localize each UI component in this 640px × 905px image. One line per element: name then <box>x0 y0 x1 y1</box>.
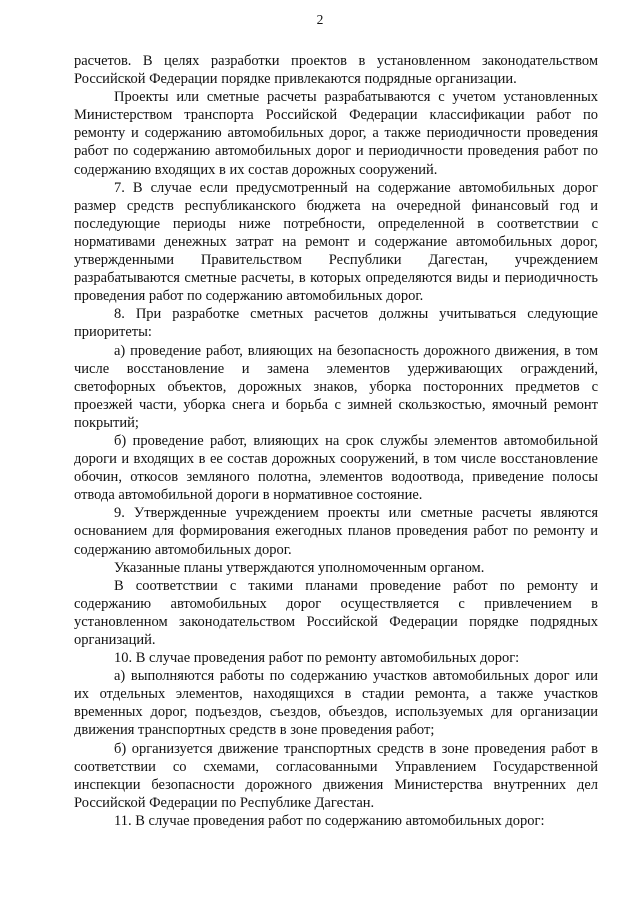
paragraph-projects: Проекты или сметные расчеты разрабатываются с учетом установленных Министерством транспорта Российской Федерации классификации работ по ремонту и содержанию автомобильных дорог, а также периодичности проведения работ по содержанию автомобильных дорог и периодичности проведения работ по содержанию входящих в их состав дорожных сооружений. <box>74 89 598 178</box>
paragraph-item-11: 11. В случае проведения работ по содержанию автомобильных дорог: <box>114 812 545 829</box>
paragraph-item-10b: б) организуется движение транспортных средств в зоне проведения работ в соответствии со схемами, согласованными Управлением Государственной инспекции безопасности дорожного движения Министерства внутренних дел Российской Федерации по Республике Дагестан. <box>74 740 598 811</box>
paragraph-item-10a: а) выполняются работы по содержанию участков автомобильных дорог или их отдельных элементов, находящихся в стадии ремонта, а также участков временных дорог, подъездов, съездов, объездов, используемых для организации движения транспортных средств в зоне проведения работ; <box>74 668 598 739</box>
paragraph-item-8a: а) проведение работ, влияющих на безопасность дорожного движения, в том числе восстановление и замена элементов удерживающих ограждений, светофорных объектов, дорожных знаков, уборка посторонних предметов с проезжей части, уборка снега и борьба с зимней скользкостью, ямочный ремонт покрытий; <box>74 342 598 431</box>
paragraph-plans-approved: Указанные планы утверждаются уполномоченным органом. <box>114 559 485 576</box>
paragraph-item-10: 10. В случае проведения работ по ремонту автомобильных дорог: <box>114 650 520 667</box>
paragraph-item-9: 9. Утвержденные учреждением проекты или сметные расчеты являются основанием для формирования ежегодных планов проведения работ по ремонту и содержанию автомобильных дорог. <box>74 505 598 558</box>
paragraph-item-8b: б) проведение работ, влияющих на срок службы элементов автомобильной дороги и входящих в ее состав дорожных сооружений, в том числе восстановление обочин, откосов земляного полотна, элементов водоотвода, приведение полосы отвода автомобильной дороги в нормативное состояние. <box>74 432 598 504</box>
paragraph-item-7: 7. В случае если предусмотренный на содержание автомобильных дорог размер средств республиканского бюджета на очередной финансовый год и последующие периоды ниже потребности, определенной в соответствии с нормативами денежных затрат на ремонт и содержание автомобильных дорог, утвержденными Правительством Республики Дагестан, учреждением разрабатываются сметные расчеты, в которых определяются виды и периодичность проведения работ по содержанию автомобильных дорог. <box>74 179 598 305</box>
page-number: 2 <box>316 12 324 27</box>
paragraph-plans-contractors: В соответствии с такими планами проведение работ по ремонту и содержанию автомобильных дорог осуществляется с привлечением в установленном законодательством Российской Федерации порядке подрядных организаций. <box>74 577 598 648</box>
paragraph-item-8: 8. При разработке сметных расчетов должны учитываться следующие приоритеты: <box>74 306 598 341</box>
paragraph-continuation: расчетов. В целях разработки проектов в установленном законодательством Российской Федерации порядке привлекаются подрядные организации. <box>74 53 598 88</box>
document-body <box>74 52 598 830</box>
